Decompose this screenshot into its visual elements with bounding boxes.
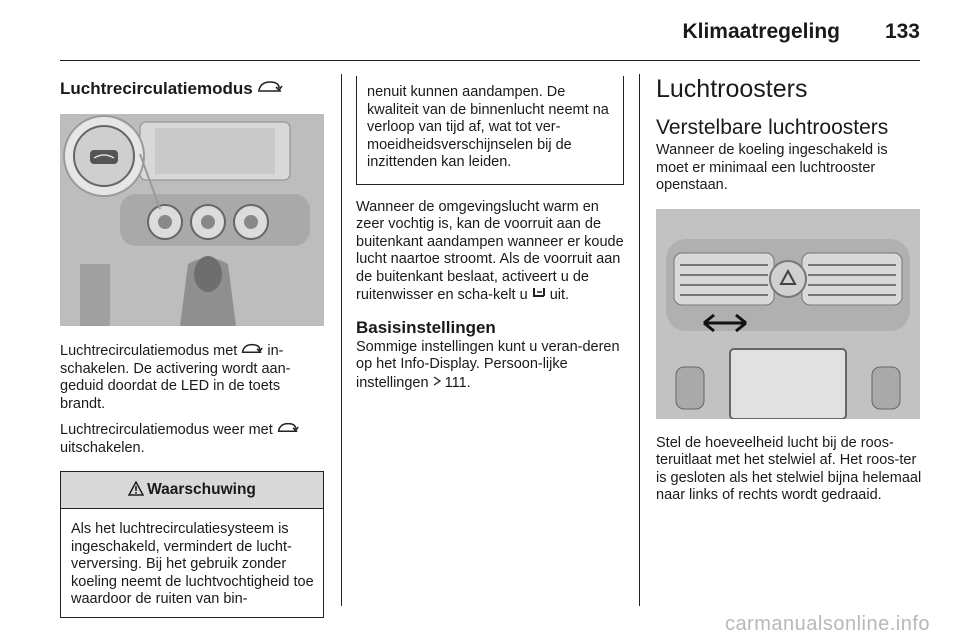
warning-header (61, 472, 323, 509)
recirculation-icon (241, 342, 263, 360)
air-vents-heading: Luchtroosters (656, 75, 808, 103)
section-heading (60, 78, 324, 100)
warning-box-continued: nenuit kunnen aandampen. De kwaliteit van de binnenlucht neemt na verloop van tijd af, wat tot ver-moeidheidsverschijnselen bij de inzittenden kan leiden. (356, 76, 624, 185)
warning-box (60, 471, 324, 618)
air-vents-photo (656, 209, 920, 419)
page-number: 133 (884, 20, 920, 43)
paragraph-activate: Luchtrecirculatiemodus met in-schakelen. De activering wordt aan-geduid doordat de LED in de toets brandt. (60, 343, 291, 412)
column-3 (656, 74, 922, 505)
warning-body: Als het luchtrecirculatiesysteem is ingeschakeld, vermindert de lucht-verversing. Bij het gebruik zonder koeling neemt de luchtvochtigheid toe waardoor de ruiten van bin- (71, 521, 314, 607)
paragraph-basic-settings: Sommige instellingen kunt u veran-deren op het Info-Display. Persoon-lijke instellingen 111. (356, 338, 620, 391)
paragraph-vents-open: Wanneer de koeling ingeschakeld is moet er minimaal een luchtrooster openstaan. (656, 142, 888, 193)
paragraph-windshield: Wanneer de omgevingslucht warm en zeer vochtig is, kan de voorruit aan de buitenkant aandampen wanneer er koude lucht naartoe stroomt. Als de voorruit aan de buitenkant beslaat, activeert u de ruitenwisser en scha-kelt u uit. (356, 198, 624, 303)
page-reference-icon (433, 374, 441, 392)
header-divider (60, 60, 920, 61)
warning-triangle-icon (128, 480, 144, 501)
adjustable-vents-heading: Verstelbare luchtroosters (656, 116, 889, 139)
column-divider-2 (639, 74, 640, 606)
center-console-photo (60, 114, 324, 326)
page-header (0, 0, 960, 62)
section-heading-text: Luchtrecirculatiemodus (60, 79, 253, 98)
warning-title: Waarschuwing (147, 481, 256, 498)
paragraph-adjust-airflow: Stel de hoeveelheid lucht bij de roos-teruitlaat met het stelwiel af. Het roos-ter is gesloten als het stelwiel bijna helemaal naar links of rechts wordt gedraaid. (656, 434, 922, 503)
column-2 (356, 76, 624, 392)
column-divider-1 (341, 74, 342, 606)
chapter-title: Klimaatregeling (682, 20, 840, 43)
basic-settings-heading: Basisinstellingen (356, 317, 496, 337)
air-distribution-windshield-icon (532, 286, 546, 304)
column-1 (60, 70, 324, 618)
recirculation-icon (257, 78, 283, 100)
watermark: carmanualsonline.info (724, 613, 930, 635)
paragraph-deactivate: Luchtrecirculatiemodus weer met uitschakelen. (60, 421, 324, 457)
recirculation-icon (277, 421, 299, 439)
